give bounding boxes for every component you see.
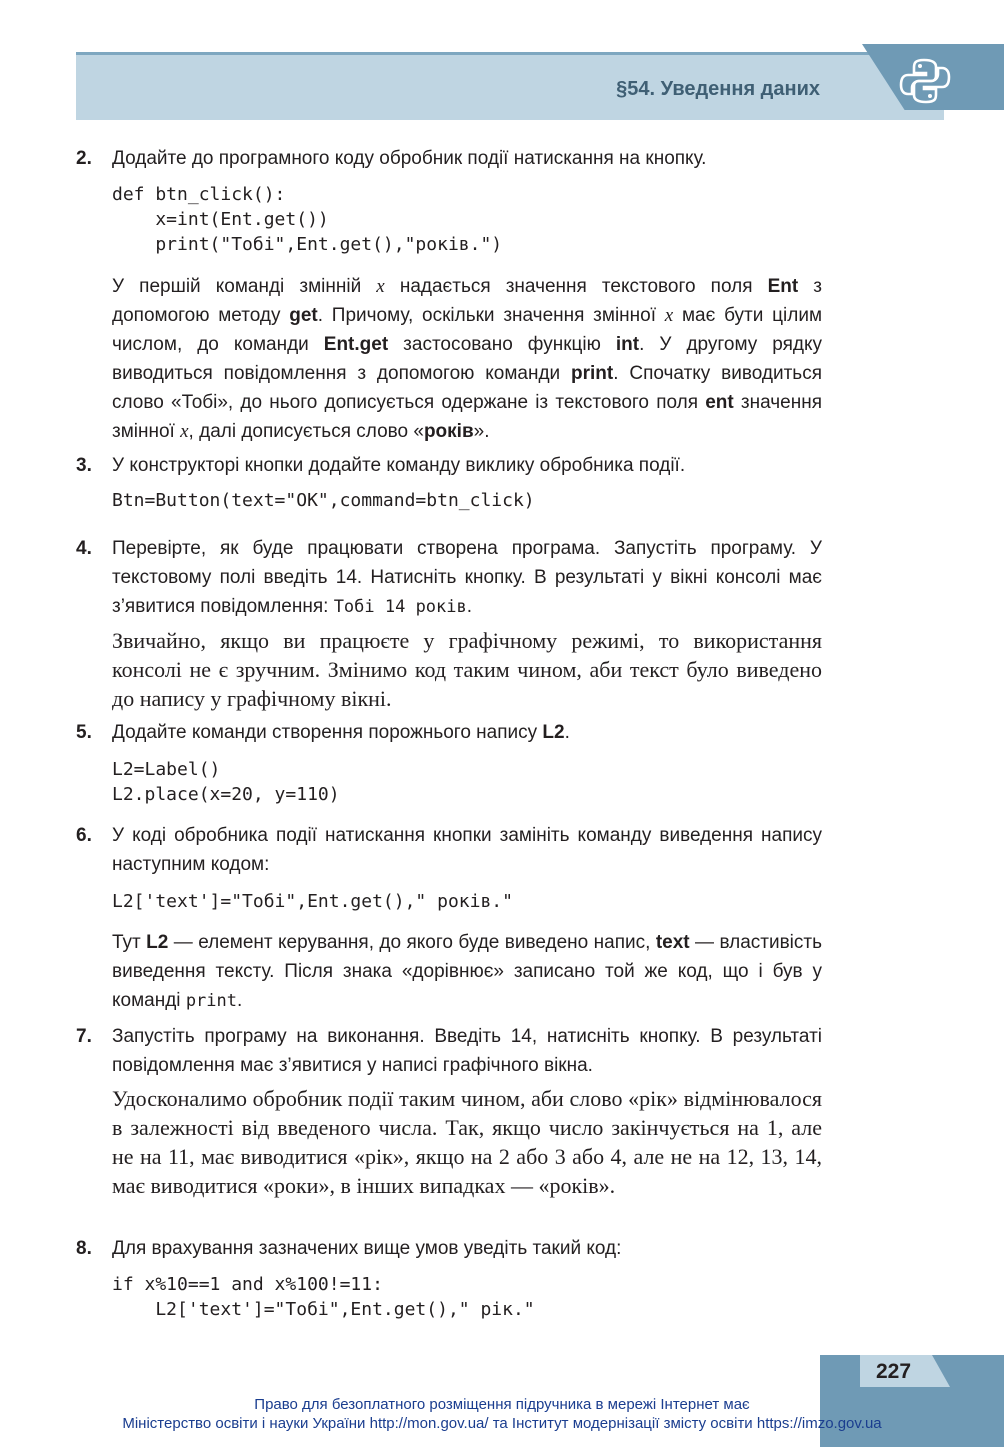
paragraph-explanation: У першій команді змінній x надається значення текстового поля Ent з допомогою методу get. Причому, оскільки значення змінної x має бути цілим числом, до команди Ent.get застосовано функцію int. У другому рядку виводиться повідомлення з допомогою команди print. Спочатку виводиться слово «Тобі», до нього дописується одержане із текстового поля ent значення змінної x, далі дописується слово «років».	[112, 276, 823, 442]
step-number: 8.	[76, 1238, 92, 1259]
step-number: 6.	[76, 825, 92, 846]
license-line-2: Міністерство освіти і науки України http://mon.gov.ua/ та Інститут модернізації змісту освіти https://imzo.gov.ua	[122, 1415, 882, 1432]
page-number: 227	[876, 1360, 912, 1383]
step-text: Додайте до програмного коду обробник події натискання на кнопку.	[112, 148, 707, 169]
step-text: Перевірте, як буде працювати створена програма. Запустіть програму. У текстовому полі введіть 14. Натисніть кнопку. В результаті у вікні консолі має з’явитися повідомлення: Тобі 14 років.	[112, 538, 822, 617]
section-title: §54. Уведення даних	[616, 78, 820, 100]
code-if: if x%10==1 and x%100!=11: L2['text']="Тобі",Ent.get()," рік."	[112, 1274, 535, 1320]
license-notice	[0, 1395, 1004, 1433]
step-4	[76, 534, 822, 624]
python-logo-icon	[898, 56, 952, 106]
paragraph-l2: Тут L2 — елемент керування, до якого буде виведено напис, text — властивість виведення тексту. Після знака «дорівнює» записано той же код, що і був у команді print.	[112, 932, 822, 1011]
step-text: Запустіть програму на виконання. Введіть 14, натисніть кнопку. В результаті повідомлення має з’явитися у написі графічного вікна.	[112, 1026, 822, 1076]
step-number: 2.	[76, 148, 92, 169]
step-text: У конструкторі кнопки додайте команду виклику обробника події.	[112, 455, 686, 476]
step-number: 4.	[76, 538, 92, 559]
step-7	[76, 1022, 822, 1082]
code-label: L2=Label() L2.place(x=20, y=110)	[112, 759, 340, 805]
step-number: 5.	[76, 722, 92, 743]
step-text: Додайте команди створення порожнього напису L2.	[112, 722, 570, 743]
step-text: У коді обробника події натискання кнопки замініть команду виведення напису наступним кодом:	[112, 825, 822, 875]
paragraph-console: Звичайно, якщо ви працюєте у графічному режимі, то використання консолі не є зручним. Змінимо код таким чином, аби текст було виведено до напису у графічному вікні.	[112, 628, 822, 711]
code-btn-click: def btn_click(): x=int(Ent.get()) print("Тобі",Ent.get(),"років.")	[112, 184, 503, 255]
step-text: Для врахування зазначених вище умов уведіть такий код:	[112, 1238, 622, 1259]
code-l2-text: L2['text']="Тобі",Ent.get()," років."	[112, 891, 513, 912]
license-line-1: Право для безоплатного розміщення підручника в мережі Інтернет має	[254, 1396, 750, 1413]
step-number: 7.	[76, 1026, 92, 1047]
paragraph-improve: Удосконалимо обробник події таким чином, аби слово «рік» відмінювалося в залежності від введеного числа. Так, якщо число закінчується на 1, але не на 11, має виводитися «рік», якщо на 2 або 3 або 4, але не на 12, 13, 14, має виводитися «роки», в інших випадках — «років».	[112, 1086, 822, 1198]
code-button: Btn=Button(text="OK",command=btn_click)	[112, 490, 535, 511]
step-6	[76, 821, 822, 881]
step-number: 3.	[76, 455, 92, 476]
